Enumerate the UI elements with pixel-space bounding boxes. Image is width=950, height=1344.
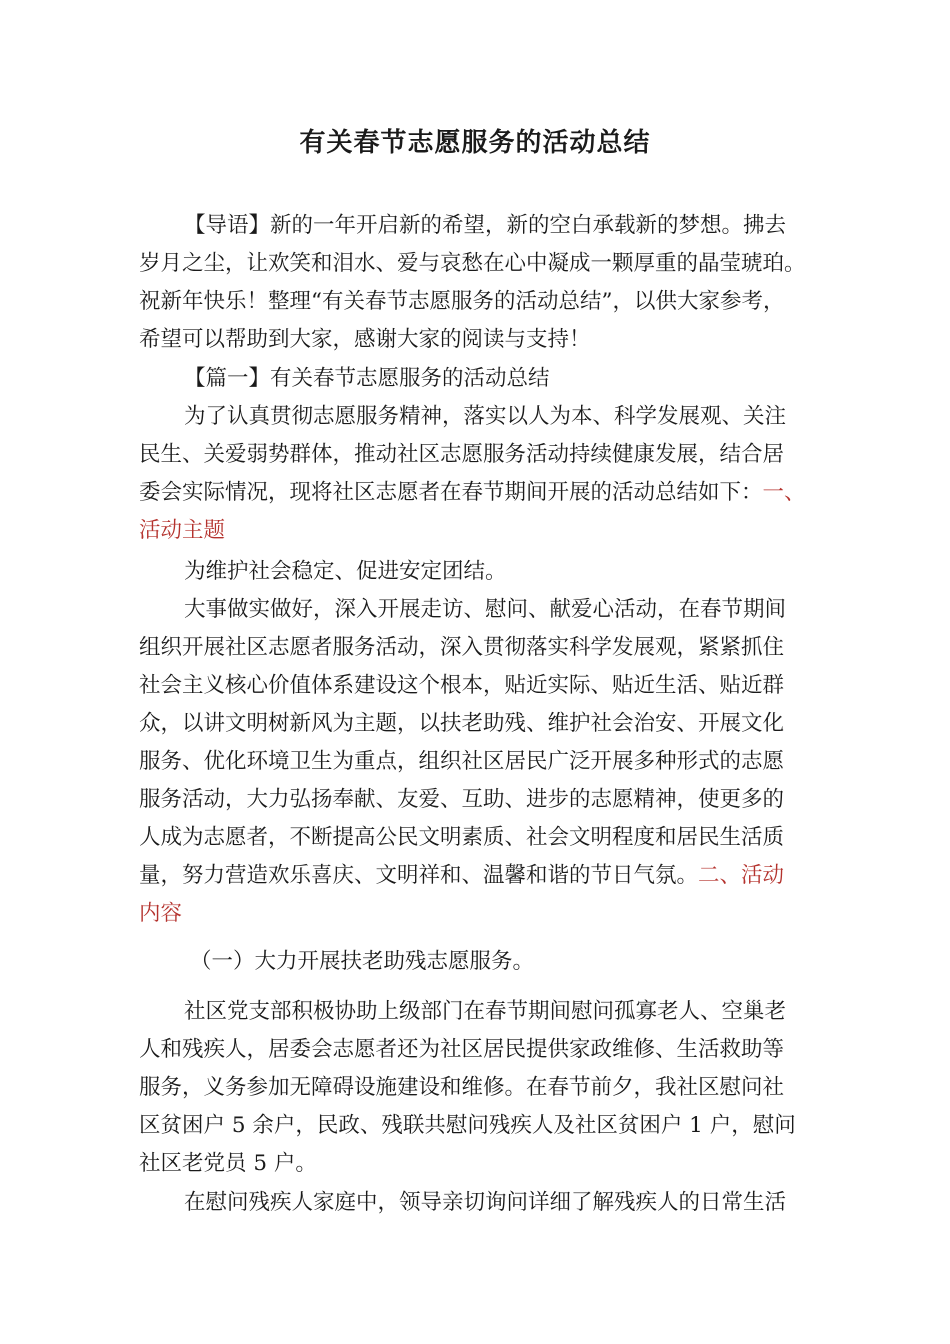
section2-heading-part1: 二、活动 [698,863,785,888]
section2-heading-part2: 内容 [139,901,183,926]
para1-line-1: 为了认真贯彻志愿服务精神，落实以人为本、科学发展观、关注 [184,404,787,429]
intro-line-2: 岁月之尘，让欢笑和泪水、爱与哀愁在心中凝成一颗厚重的晶莹琥珀。 [139,251,806,276]
para1-line-3-text: 委会实际情况，现将社区志愿者在春节期间开展的活动总结如下： [139,480,763,505]
para2-line-2: 组织开展社区志愿者服务活动，深入贯彻落实科学发展观，紧紧抓住 [139,635,785,660]
para3-line-5: 社区老党员 5 户。 [139,1151,317,1176]
para3-line-3: 服务，义务参加无障碍设施建设和维修。在春节前夕，我社区慰问社 [139,1075,785,1100]
para2-line-8-text: 量，努力营造欢乐喜庆、文明祥和、温馨和谐的节日气氛。 [139,863,699,888]
para3-line-1: 社区党支部积极协助上级部门在春节期间慰问孤寡老人、空巢老 [184,999,787,1024]
section1-heading-part1: 一、 [762,480,806,505]
page-title: 有关春节志愿服务的活动总结 [299,128,651,158]
para2-line-7: 人成为志愿者，不断提高公民文明素质、社会文明程度和居民生活质 [139,825,785,850]
para3-line-2: 人和残疾人，居委会志愿者还为社区居民提供家政维修、生活救助等 [139,1037,785,1062]
section1-heading-part2: 活动主题 [139,518,226,543]
para1-line-2: 民生、关爱弱势群体，推动社区志愿服务活动持续健康发展，结合居 [139,442,785,467]
para2-line-5: 服务、优化环境卫生为重点，组织社区居民广泛开展多种形式的志愿 [139,749,785,774]
theme-line: 为维护社会稳定、促进安定团结。 [184,559,507,584]
para2-line-3: 社会主义核心价值体系建设这个根本，贴近实际、贴近生活、贴近群 [139,673,785,698]
para2-line-1: 大事做实做好，深入开展走访、慰问、献爱心活动，在春节期间 [184,597,787,622]
subsection1-heading: （一）大力开展扶老助残志愿服务。 [190,949,535,974]
para2-line-6: 服务活动，大力弘扬奉献、友爱、互助、进步的志愿精神，使更多的 [139,787,785,812]
intro-line-3: 祝新年快乐！整理“有关春节志愿服务的活动总结”，以供大家参考， [139,289,785,314]
intro-line-1: 【导语】新的一年开启新的希望，新的空白承载新的梦想。拂去 [184,213,787,238]
para4-line-1: 在慰问残疾人家庭中，领导亲切询问详细了解残疾人的日常生活 [184,1190,787,1215]
para2-line-8 [139,861,784,891]
para3-line-4: 区贫困户 5 余户，民政、残联共慰问残疾人及社区贫困户 1 户，慰问 [139,1113,796,1138]
chapter-heading: 【篇一】有关春节志愿服务的活动总结 [184,366,550,391]
intro-line-4: 希望可以帮助到大家，感谢大家的阅读与支持！ [139,327,591,352]
para1-line-3 [139,478,806,508]
para2-line-4: 众，以讲文明树新风为主题，以扶老助残、维护社会治安、开展文化 [139,711,785,736]
